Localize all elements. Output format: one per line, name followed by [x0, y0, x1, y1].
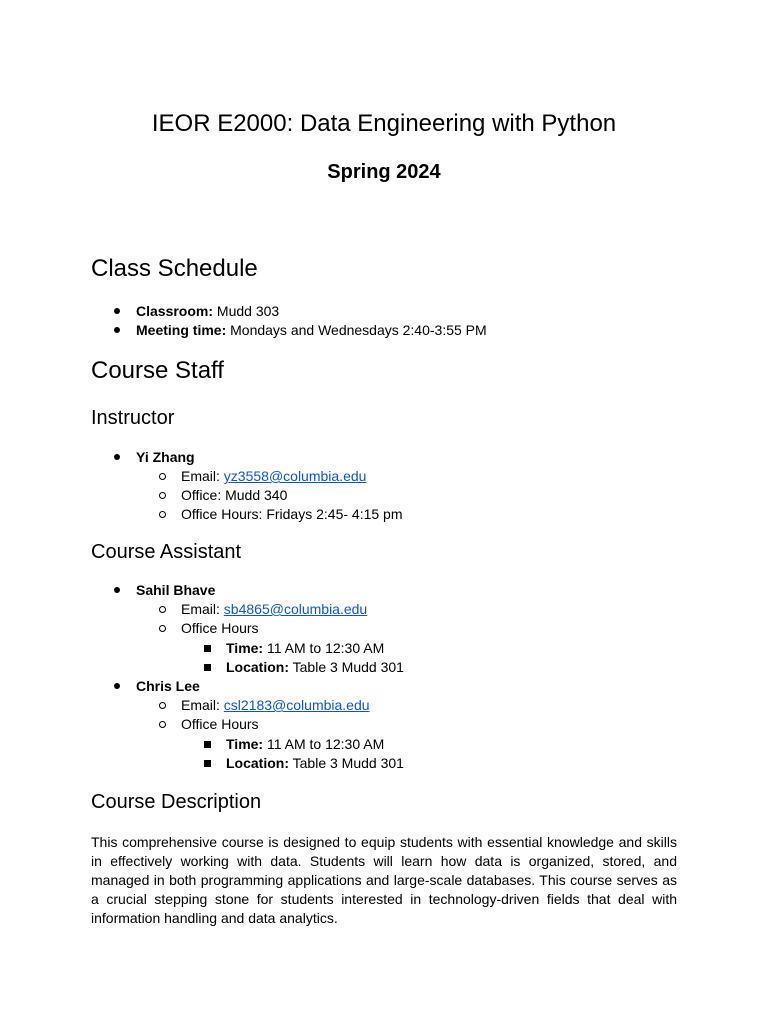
- bullet-disc-icon: [114, 454, 120, 460]
- assistant-office-hours: Office Hours: [181, 716, 259, 732]
- assistant-email-link[interactable]: sb4865@columbia.edu: [223, 601, 368, 617]
- location-label: Location:: [226, 755, 289, 771]
- email-label: Email:: [181, 697, 224, 713]
- bullet-circle-icon: [159, 702, 166, 709]
- bullet-circle-icon: [159, 606, 166, 613]
- meeting-time-label: Meeting time:: [136, 322, 227, 338]
- assistant-email-item: [181, 696, 370, 715]
- bullet-disc-icon: [114, 683, 120, 689]
- time-label: Time:: [226, 736, 264, 752]
- location-label: Location:: [226, 659, 289, 675]
- assistant-time-item: [226, 735, 384, 754]
- course-description-heading: Course Description: [91, 791, 262, 813]
- page-title: IEOR E2000: Data Engineering with Python: [151, 110, 617, 137]
- assistant-time-item: [226, 639, 384, 658]
- bullet-square-icon: [204, 645, 211, 652]
- assistant-office-hours: Office Hours: [181, 620, 259, 636]
- assistant-email-item: [181, 600, 367, 619]
- bullet-disc-icon: [114, 308, 120, 314]
- instructor-office-hours: Office Hours: Fridays 2:45- 4:15 pm: [181, 506, 403, 522]
- bullet-disc-icon: [114, 327, 120, 333]
- page-subtitle: Spring 2024: [327, 161, 441, 183]
- bullet-square-icon: [204, 664, 211, 671]
- assistant-location-item: [226, 658, 404, 677]
- course-assistant-heading: Course Assistant: [91, 541, 242, 563]
- time-label: Time:: [226, 640, 264, 656]
- bullet-square-icon: [204, 760, 211, 767]
- classroom-item: [136, 302, 279, 321]
- instructor-heading: Instructor: [91, 407, 175, 429]
- bullet-circle-icon: [159, 492, 166, 499]
- bullet-circle-icon: [159, 625, 166, 632]
- bullet-circle-icon: [159, 721, 166, 728]
- assistant-name: Chris Lee: [136, 678, 200, 694]
- bullet-circle-icon: [159, 511, 166, 518]
- time-value: 11 AM to 12:30 AM: [263, 640, 385, 656]
- email-label: Email:: [181, 468, 224, 484]
- instructor-office: Office: Mudd 340: [181, 487, 288, 503]
- meeting-time-item: [136, 321, 487, 340]
- time-value: 11 AM to 12:30 AM: [263, 736, 385, 752]
- assistant-name: Sahil Bhave: [136, 582, 216, 598]
- instructor-email-link[interactable]: yz3558@columbia.edu: [223, 468, 367, 484]
- email-label: Email:: [181, 601, 224, 617]
- bullet-circle-icon: [159, 473, 166, 480]
- course-description-text: This comprehensive course is designed to equip students with essential knowledge and skills in effectively working with data. Students will learn how data is organized, stored, and managed in both programming applications and large-scale databases. This course serves as a crucial stepping stone for students interested in technology-driven fields that deal with information handling and data analytics.: [91, 834, 677, 926]
- class-schedule-heading: Class Schedule: [91, 255, 258, 282]
- bullet-square-icon: [204, 741, 211, 748]
- classroom-label: Classroom:: [136, 303, 214, 319]
- instructor-email-item: [181, 467, 366, 486]
- assistant-email-link[interactable]: csl2183@columbia.edu: [223, 697, 370, 713]
- bullet-disc-icon: [114, 587, 120, 593]
- location-value: Table 3 Mudd 301: [289, 755, 404, 771]
- assistant-location-item: [226, 754, 404, 773]
- course-staff-heading: Course Staff: [91, 357, 224, 384]
- instructor-name: Yi Zhang: [136, 449, 195, 465]
- classroom-value: Mudd 303: [213, 303, 280, 319]
- meeting-time-value: Mondays and Wednesdays 2:40-3:55 PM: [226, 322, 487, 338]
- location-value: Table 3 Mudd 301: [289, 659, 404, 675]
